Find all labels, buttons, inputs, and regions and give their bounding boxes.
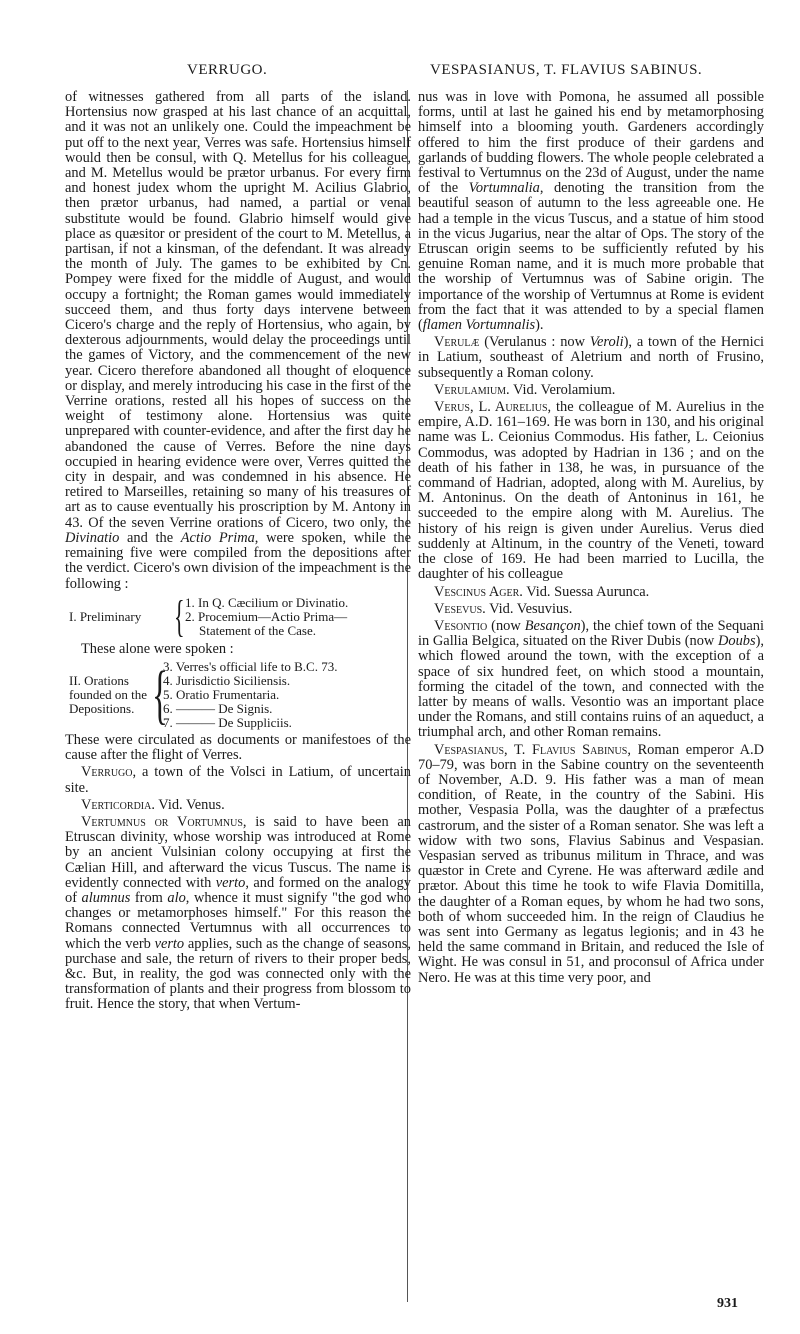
left-column: [65, 90, 411, 1013]
entry-verrugo: Verrugo, a town of the Volsci in Latium, of uncertain site.: [65, 764, 411, 796]
orations-items: 3. Verres's official life to B.C. 73. 4. Jurisdictio Siciliensis. 5. Oratio Frumentaria. 6. ——— De Signis. 7. ——— De Suppliciis.: [163, 658, 338, 730]
page-number: 931: [717, 1296, 738, 1311]
entry-vertumnus: Vertumnus or Vortumnus, is said to have been an Etruscan divinity, whose worship was introduced at Rome by an ancient Vulsinian colony occupying at first the Cælian Hill, and afterward the vicus Tuscus. The name is evidently connected with verto, and formed on the analogy of alumnus from alo, whence it must signify "the god who changes or metamorphoses himself." For this reason the Romans connected Vertumnus with all occurrences to which the verb verto applies, such as the change of seasons, purchase and sale, the return of rivers to their proper beds, &c. But, in reality, the god was connected only with the transformation of plants and their progress from blossom to fruit. Hence the story, that when Vertum-: [65, 813, 411, 1013]
preliminary-label: I. Preliminary: [69, 608, 142, 624]
verres-entry-continuation: of witnesses gathered from all parts of the island. Hortensius now grasped at his last chance of an acquittal, and it was not an unlikely one. Could the impeachment be put off to the next year, Verres was safe. Hortensius himself would then be consul, with Q. Metellus for his colleague, and M. Metellus would be prætor urbanus. For every firm and honest judex whom the upright M. Acilius Glabrio, then prætor urbanus, had named, a partial or venal substitute would be found. Glabrio himself would give place as quæsitor or president of the court to M. Metellus, a partisan, if not a kinsman, of the defendant. It was already the month of July. The games to be exhibited by Cn. Pompey were fixed for the middle of August, and would occupy a fortnight; the Roman games would immediately succeed them, and thus forty days intervene between Cicero's charge and the reply of Hortensius, who again, by dexterous adjournments, would delay the proceedings until the games of Victory, and the commencement of the new year. Cicero therefore abandoned all thought of eloquence or display, and merely introducing his case in the first of the Verrine orations, rested all his hopes of success on the weight of testimony alone. Hortensius was quite unprepared with counter-evidence, and after the first day he abandoned the cause of Verres. Before the nine days occupied in hearing evidence were over, Verres quitted the city in despair, and was condemned in his absence. He retired to Marseilles, retaining so many of his treasures of art as to cause eventually his proscription by M. Antony in 43. Of the seven Verrine orations of Cicero, two only, the Divinatio and the Actio Prima, were spoken, while the remaining five were compiled from the depositions after the verdict. Cicero's own division of the impeachment is the following :: [65, 89, 411, 592]
entry-verticordia: Verticordia. Vid. Venus.: [81, 796, 225, 813]
entry-vesontio: Vesontio (now Besançon), the chief town of the Sequani in Gallia Belgica, situated on the River Dubis (now Doubs), which flowed around the town, with the exception of a space of six hundred feet, on which stood a mountain, forming the citadel of the town, and connected with the latter by means of walls. Vesontio was an important place under the Romans, and still contains ruins of an aqueduct, a triumphal arch, and other Roman remains.: [418, 617, 764, 741]
entry-vescinus: Vescinus Ager. Vid. Suessa Aurunca.: [434, 583, 650, 600]
entry-verulamium: Verulamium. Vid. Verolamium.: [434, 381, 616, 398]
entry-vesevus: Vesevus. Vid. Vesuvius.: [434, 600, 573, 617]
entry-verulae: Verulæ (Verulanus : now Veroli), a town of the Hernici in Latium, southeast of Aletrium and north of Frusino, subsequently a Roman colony.: [418, 334, 764, 381]
running-head-right: VESPASIANUS, T. FLAVIUS SABINUS.: [430, 62, 703, 78]
entry-vespasianus: Vespasianus, T. Flavius Sabinus, Roman emperor A.D 70–79, was born in the Sabine country on the seventeenth of November, A.D. 9. His father was a man of mean condition, of Reate, in the country of the Sabini. His mother, Vespasia Polla, was the daughter of a præfectus castrorum, and the sister of a Roman senator. She was left a widow with two sons, Flavius Sabinus and Vespasian. Vespasian served as tribunus militum in Thrace, and was quæstor in Crete and Cyrene. He was afterward ædile and prætor. About this time he took to wife Flavia Domitilla, the daughter of a Roman eques, by whom he had two sons, both of whom succeeded him. In the reign of Claudius he was sent into Germany as legatus legionis; and in 43 he held the same command in Britain, and reduced the Isle of Wight. He was consul in 51, and proconsul of Africa under Nero. He was at this time very poor, and: [418, 741, 764, 986]
brace-icon: {: [152, 657, 168, 731]
preliminary-division: [65, 591, 411, 641]
running-head-left: VERRUGO.: [187, 62, 268, 78]
spoken-note: These alone were spoken :: [81, 640, 234, 657]
right-column: [418, 90, 764, 986]
brace-icon: {: [174, 591, 185, 641]
vertumnus-entry-continuation: nus was in love with Pomona, he assumed all possible forms, until at last he gained his end by metamorphosing himself into a blooming youth. Gardeners accordingly offered to him the first produce of their gardens and garlands of budding flowers. The whole people celebrated a festival to Vertumnus on the 23d of August, under the name of the Vortumnalia, denoting the transition from the beautiful season of autumn to the less agreeable one. He had a temple in the vicus Tuscus, and a statue of him stood in the vicus Jugarius, near the altar of Ops. The story of the Etruscan origin seems to be sufficiently refuted by his genuine Roman name, and it is much more probable that the worship of Vertumnus was of Sabine origin. The importance of the worship of Vertumnus at Rome is evident from the fact that it was attended to by a special flamen (flamen Vortumnalis).: [418, 89, 764, 334]
orations-label: II. Orations founded on the Depositions.: [69, 672, 147, 716]
preliminary-items: 1. In Q. Cæcilium or Divinatio. 2. Procemium—Actio Prima— Statement of the Case.: [185, 594, 349, 638]
circulated-note: These were circulated as documents or manifestoes of the cause after the flight of Verres.: [65, 731, 411, 764]
entry-verus: Verus, L. Aurelius, the colleague of M. Aurelius in the empire, A.D. 161–169. He was born in 130, and his original name was L. Ceionius Commodus. His father, L. Ceionius Commodus, was adopted by Hadrian in 136 ; and on the death of his father in 138, he was, in pursuance of the command of Hadrian, adopted, along with M. Aurelius, by M. Antoninus. On the death of Antoninus in 161, he succeeded to the empire along with M. Aurelius. The history of his reign is given under Aurelius. Verus died suddenly at Altinum, in the country of the Veneti, toward the close of 169. He had been married to Lucilla, the daughter of his colleague: [418, 399, 764, 583]
orations-division: [65, 657, 411, 731]
